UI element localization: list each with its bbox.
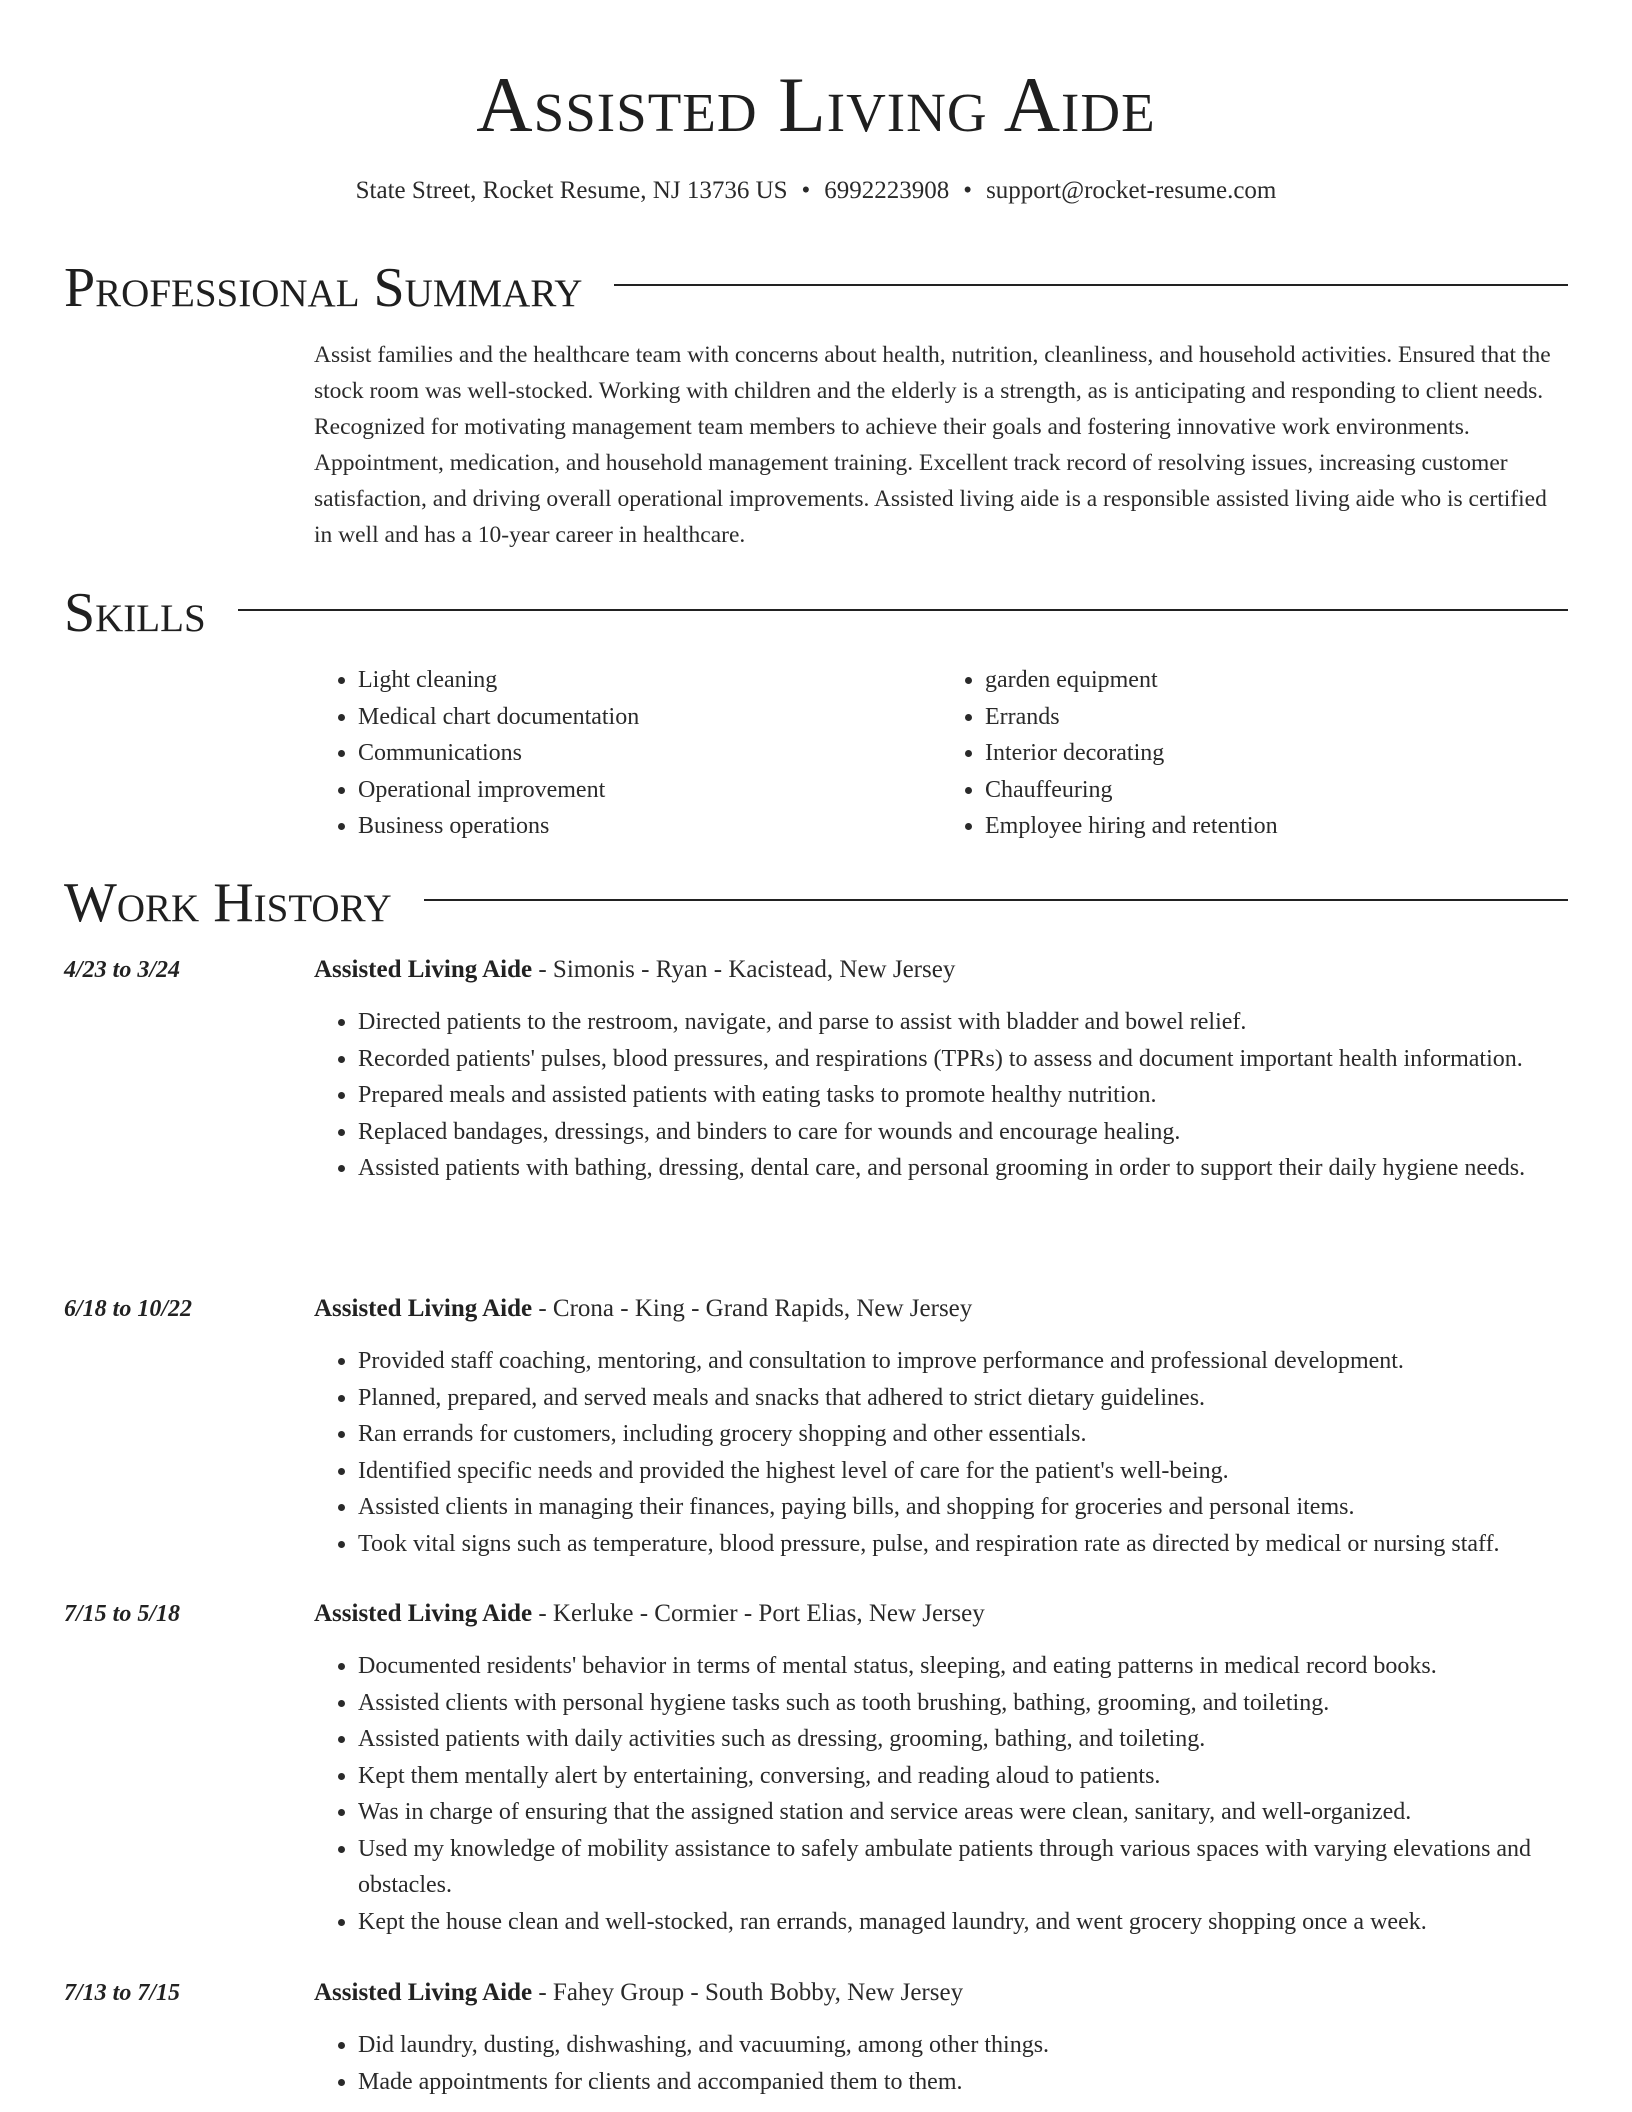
job-employer-location: - Kerluke - Cormier - Port Elias, New Jersey — [532, 1600, 985, 1627]
skill-item: • garden equipment — [985, 662, 1568, 699]
work-history-section-title: Work History — [64, 872, 392, 934]
section-divider — [424, 899, 1568, 901]
duty-item: • Assisted patients with bathing, dressing, dental care, and personal grooming in order to support their daily hygiene needs. — [358, 1150, 1568, 1187]
job-heading — [314, 952, 955, 988]
duty-item: • Provided staff coaching, mentoring, and consultation to improve performance and professional development. — [358, 1343, 1568, 1380]
duty-item: • Assisted clients with personal hygiene tasks such as tooth brushing, bathing, grooming, and toileting. — [358, 1685, 1568, 1722]
duty-item: • Identified specific needs and provided the highest level of care for the patient's well-being. — [358, 1453, 1568, 1490]
summary-text: Assist families and the healthcare team with concerns about health, nutrition, cleanliness, and household activities. Ensured that the stock room was well-stocked. Working with children and the elderly is a strength, as is anticipating and responding to client needs. Recognized for motivating management team members to achieve their goals and fostering innovative work environments. Appointment, medication, and household management training. Excellent track record of resolving issues, increasing customer satisfaction, and driving overall operational improvements. Assisted living aide is a responsible assisted living aide who is certified in well and has a 10-year career in healthcare. — [314, 342, 1551, 548]
job-dates: 7/15 to 5/18 — [64, 1601, 181, 1627]
skills-section — [314, 662, 1568, 845]
job-duties-list — [314, 1004, 1568, 1187]
job-heading — [314, 1291, 972, 1327]
summary-section — [314, 337, 1568, 553]
duty-item: • Documented residents' behavior in terms of mental status, sleeping, and eating patterns in medical record books. — [358, 1648, 1568, 1685]
job-employer-location: - Simonis - Ryan - Kacistead, New Jersey — [532, 956, 956, 983]
skill-item: • Errands — [985, 699, 1568, 736]
job-duties-list — [314, 1343, 1568, 1562]
duty-item: • Kept the house clean and well-stocked, ran errands, managed laundry, and went grocery shopping once a week. — [358, 1904, 1568, 1941]
job-title: Assisted Living Aide — [314, 1295, 533, 1322]
duty-item: • Recorded patients' pulses, blood pressures, and respirations (TPRs) to assess and document important health information. — [358, 1041, 1568, 1078]
duty-item: • Took vital signs such as temperature, blood pressure, pulse, and respiration rate as directed by medical or nursing staff. — [358, 1526, 1568, 1563]
duty-item: • Did laundry, dusting, dishwashing, and vacuuming, among other things. — [358, 2027, 1568, 2064]
skills-columns — [314, 662, 1568, 845]
skill-item: • Employee hiring and retention — [985, 808, 1568, 845]
contact-separator: • — [963, 177, 973, 204]
skills-section-header — [64, 581, 1568, 645]
job-duties-list — [314, 2027, 1568, 2100]
work-history-section-header — [64, 871, 1568, 935]
skill-item: • Medical chart documentation — [358, 699, 941, 736]
contact-address: State Street, Rocket Resume, NJ 13736 US — [355, 177, 788, 204]
duty-item: • Kept them mentally alert by entertaining, conversing, and reading aloud to patients. — [358, 1758, 1568, 1795]
duty-item: • Directed patients to the restroom, navigate, and parse to assist with bladder and bowel relief. — [358, 1004, 1568, 1041]
duty-item: • Prepared meals and assisted patients with eating tasks to promote healthy nutrition. — [358, 1077, 1568, 1114]
section-divider — [238, 609, 1568, 611]
contact-separator: • — [801, 177, 811, 204]
duty-item: • Planned, prepared, and served meals and snacks that adhered to strict dietary guidelines. — [358, 1380, 1568, 1417]
job-title: Assisted Living Aide — [314, 1600, 533, 1627]
duty-item: • Made appointments for clients and accompanied them to them. — [358, 2064, 1568, 2101]
contact-phone: 6992223908 — [824, 177, 950, 204]
job-employer-location: - Crona - King - Grand Rapids, New Jersey — [532, 1295, 973, 1322]
skill-item: • Communications — [358, 735, 941, 772]
duty-item: • Was in charge of ensuring that the assigned station and service areas were clean, sanitary, and well-organized. — [358, 1794, 1568, 1831]
contact-email: support@rocket-resume.com — [986, 177, 1277, 204]
candidate-name: Assisted Living Aide — [476, 61, 1156, 148]
duty-item: • Used my knowledge of mobility assistance to safely ambulate patients through various spaces with varying elevations and obstacles. — [358, 1831, 1568, 1904]
summary-section-header — [64, 256, 1568, 320]
duty-item: • Ran errands for customers, including grocery shopping and other essentials. — [358, 1416, 1568, 1453]
job-dates: 6/18 to 10/22 — [64, 1296, 193, 1322]
duty-item: • Assisted clients in managing their finances, paying bills, and shopping for groceries and personal items. — [358, 1489, 1568, 1526]
job-dates: 4/23 to 3/24 — [64, 957, 181, 983]
job-heading — [314, 1596, 985, 1632]
skill-item: • Interior decorating — [985, 735, 1568, 772]
skills-list-right — [941, 662, 1568, 845]
job-employer-location: - Fahey Group - South Bobby, New Jersey — [532, 1979, 964, 2006]
duty-item: • Replaced bandages, dressings, and binders to care for wounds and encourage healing. — [358, 1114, 1568, 1151]
skills-section-title: Skills — [64, 582, 206, 644]
job-duties-list — [314, 1648, 1568, 1940]
skill-item: • Light cleaning — [358, 662, 941, 699]
summary-section-title: Professional Summary — [64, 257, 583, 319]
contact-line — [0, 174, 1632, 208]
section-divider — [614, 284, 1568, 286]
skill-item: • Operational improvement — [358, 772, 941, 809]
skills-list-left — [314, 662, 941, 845]
skill-item: • Business operations — [358, 808, 941, 845]
job-heading — [314, 1975, 963, 2011]
job-title: Assisted Living Aide — [314, 1979, 533, 2006]
job-dates: 7/13 to 7/15 — [64, 1980, 181, 2006]
skill-item: • Chauffeuring — [985, 772, 1568, 809]
job-title: Assisted Living Aide — [314, 956, 533, 983]
duty-item: • Assisted patients with daily activities such as dressing, grooming, bathing, and toileting. — [358, 1721, 1568, 1758]
